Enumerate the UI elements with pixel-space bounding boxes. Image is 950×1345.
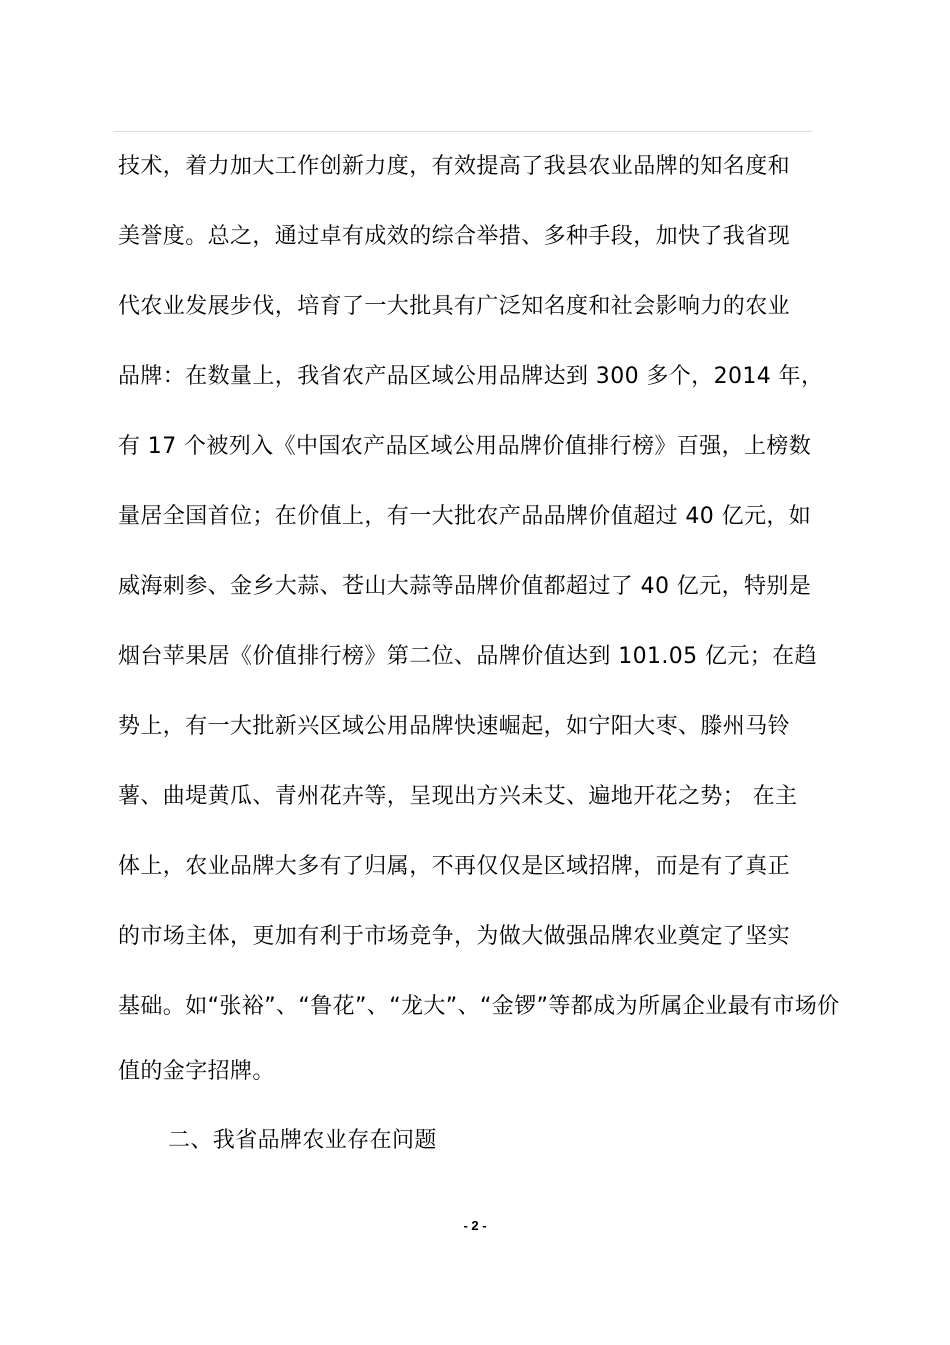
page-number: - 2 -: [463, 1218, 487, 1233]
paragraph-line-1: 技术，着力加大工作创新力度，有效提高了我县农业品牌的知名度和: [118, 154, 791, 179]
paragraph-line-10: 薯、曲堤黄瓜、青州花卉等，呈现出方兴未艾、遍地开花之势； 在主: [118, 784, 798, 809]
paragraph-line-14: 值的金字招牌。: [118, 1059, 275, 1084]
paragraph-line-4: 品牌：在数量上，我省农产品区域公用品牌达到 300 多个，2014 年，: [118, 364, 824, 389]
paragraph-line-5: 有 17 个被列入《中国农产品区域公用品牌价值排行榜》百强，上榜数: [118, 434, 812, 459]
paragraph-line-2: 美誉度。总之，通过卓有成效的综合举措、多种手段，加快了我省现: [118, 224, 791, 249]
paragraph-line-6: 量居全国首位；在价值上，有一大批农产品品牌价值超过 40 亿元，如: [118, 504, 812, 529]
paragraph-line-7: 威海刺参、金乡大蒜、苍山大蒜等品牌价值都超过了 40 亿元，特别是: [118, 574, 812, 599]
paragraph-line-8: 烟台苹果居《价值排行榜》第二位、品牌价值达到 101.05 亿元；在趋: [118, 644, 817, 669]
section-heading: 二、我省品牌农业存在问题: [168, 1128, 437, 1153]
paragraph-line-12: 的市场主体，更加有利于市场竞争，为做大做强品牌农业奠定了坚实: [118, 924, 791, 949]
paragraph-line-3: 代农业发展步伐，培育了一大批具有广泛知名度和社会影响力的农业: [118, 294, 791, 319]
header-rule: [114, 131, 812, 132]
paragraph-line-13: 基础。如“张裕”、“鲁花”、“龙大”、“金锣”等都成为所属企业最有市场价: [118, 994, 840, 1019]
paragraph-line-11: 体上，农业品牌大多有了归属，不再仅仅是区域招牌，而是有了真正: [118, 854, 791, 879]
paragraph-line-9: 势上，有一大批新兴区域公用品牌快速崛起，如宁阳大枣、滕州马铃: [118, 714, 791, 739]
